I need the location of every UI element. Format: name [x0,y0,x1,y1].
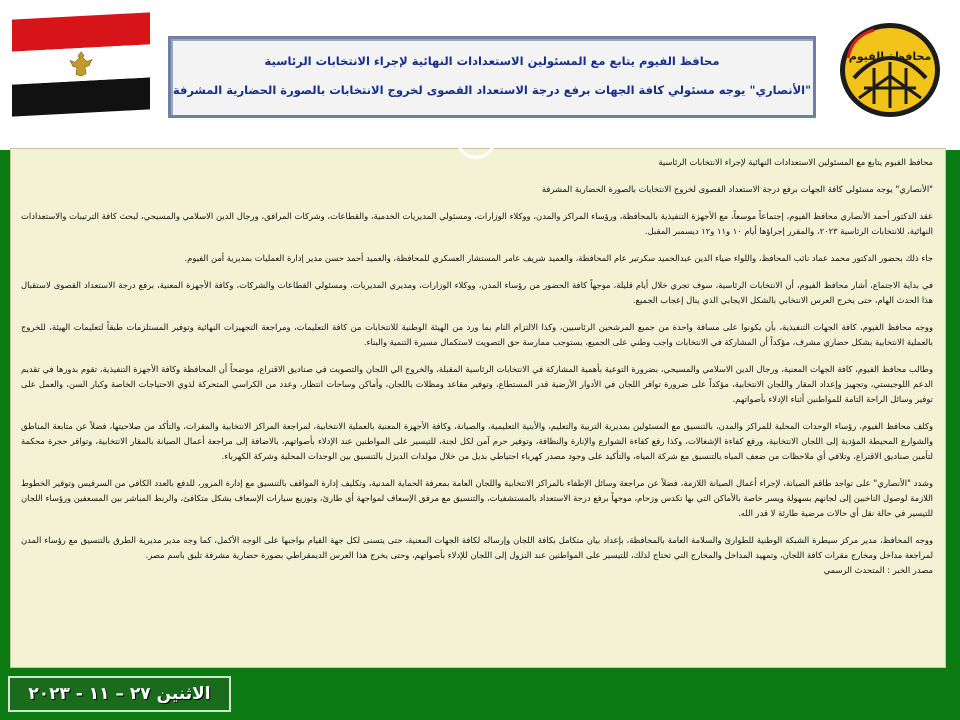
article-paragraph: وكلف محافظ الفيوم، رؤساء الوحدات المحلية للمراكز والمدن، بالتنسيق مع المسئولين بمديرية التربية والتعليم، والأبنية التعليمية، والصيانة، وكافة الأجهزة المعنية بالعملية الانتخابية، لمراجعة المراكز الانتخابية والمقرات، والتأكد من صلاحيتها، فضلاً عن متابعة المناطق والشوارع المحيطة المؤدية إلى اللجان الانتخابية، ورفع كفاءة الإشغالات، وكذا رفع كفاءة الشوارع والإنارة والنظافة، وتوفير حرم آمن لكل لجنة، للتيسير على المواطنين عند الإدلاء بأصواتهم، بالاضافة إلى مراجعة أعمال الصيانة بالمقار الانتخابية، وتوافر حجرة محكمة لتأمين صناديق الاقتراع، وتلافي أي ملاحظات من ضعف المياه بالتنسيق مع شركة المياه، والتأكيد على وجود مصدر كهرباء احتياطي بديل من خلال مولدات الديزل بالتنسيق بين الوحدات المحلية وشركة الكهرباء. [21,421,933,461]
date-box [8,676,231,712]
article-subheadline: "الأنصاري" يوجه مسئولي كافة الجهات برفع درجة الاستعداد القصوى لخروج الانتخابات بالصورة الحضارية المشرفة [541,184,933,194]
article-source: مصدر الخبر : المتحدث الرسمي [823,565,933,575]
article-paragraph: ووجه المحافظ، مدير مركز سيطرة الشبكة الوطنية للطوارئ والسلامة العامة بالمحافظة، بإعداد بيان متكامل بكافة اللجان وإرساله لكافة الجهات المعنية، حتى يتسنى لكل جهة القيام بواجبها على الوجه الأكمل، كما وجه مدير مديرية الطرق بالتنسيق مع رؤساء المدن لمراجعة مداخل ومخارج مقرات كافة اللجان، وتمهيد المداخل والمخارج التي تحتاج لذلك، للتيسير على المواطنين عند النزول إلى اللجان للإدلاء بأصواتهم، وحتى يخرج هذا العرس الديمقراطي بصورة حضارية مشرفة تليق باسم مصر. [21,535,933,560]
article-paragraph: وشدد "الأنصاري" على تواجد طاقم الصيانة، لإجراء أعمال الصيانة اللازمة، فضلاً عن مراجعة وسائل الإطفاء بالمراكز الانتخابية واللجان العامة بمعرفة الحماية المدنية، وتكليف إدارة المواقف بالتنسيق مع إدارة المرور، للدفع بالعدد الكافي من السرفيس وتوفير الخطوط اللازمة لوصول الناخبين إلى لجانهم بسهولة ويسر خاصة بالأماكن التي بها تكدس وزحام، موجهاً برفع درجة الاستعداد بالمستشفيات، والتنسيق مع مرفق الإسعاف لمواجهة أي طارئ، وتوزيع سيارات الإسعاف بشكل متكافئ، والربط المباشر بين المسعفين ورؤساء اللجان للتيسير في حالة نقل أي حالات مرضية طارئة لا قدر الله. [21,478,933,518]
article-panel [10,148,946,668]
article-paragraph: ووجه محافظ الفيوم، كافة الجهات التنفيذية، بأن يكونوا على مسافة واحدة من جميع المرشحين الرئاسيين، وكذا الالتزام التام بما ورد من الهيئة الوطنية للانتخابات من كافة التعليمات، ومراجعة التجهيزات النهائية وتوفير المستلزمات طبقاً لتعليمات الهيئة، للخروج بالعملية الانتخابية بشكل حضاري مشرف، مؤكداً أن المشاركة في الانتخابات واجب وطني على الجميع، يستوجب ممارسة حق التصويت لاستكمال مسيرة التنمية والبناء. [21,322,933,347]
title-line-1: محافظ الفيوم يتابع مع المسئولين الاستعدادات النهائية لإجراء الانتخابات الرئاسية [264,54,720,68]
date-text: الاثنين ٢٧ – ١١ - ٢٠٢٣ [28,684,211,704]
article-headline: محافظ الفيوم يتابع مع المسئولين الاستعدادات النهائية لإجراء الانتخابات الرئاسية [658,157,933,167]
decorative-circle [456,119,496,159]
logo-text: محافظة الفيوم [848,50,932,63]
egypt-flag-icon [12,12,150,117]
article-paragraph: جاء ذلك بحضور الدكتور محمد عماد نائب المحافظ، واللواء ضياء الدين عبدالحميد سكرتير عام المحافظة، والعميد شريف عامر المستشار العسكري للمحافظة، والعميد أحمد حسن مدير إدارة العمليات بمديرية أمن الفيوم. [184,253,933,263]
fayoum-governorate-logo-icon [834,18,946,122]
title-box [168,36,816,118]
article-paragraph: عقد الدكتور أحمد الأنصاري محافظ الفيوم، إجتماعاً موسعاً، مع الأجهزة التنفيذية بالمحافظة، ورؤساء المراكز والمدن، ووكلاء الوزارات، ومسئولي المديريات الخدمية، والقطاعات، وشركات المرافق، ورجال الدين الاسلامي والمسيحي، لبحث كافة الترتيبات والاستعدادات النهائية، للانتخابات الرئاسية ٢٠٢٣، والمقرر إجراؤها أيام ١٠ و١١ و١٢ ديسمبر المقبل. [21,211,933,236]
eagle-of-saladin-icon [68,50,94,79]
article-paragraph: في بداية الاجتماع، أشار محافظ الفيوم، أن الانتخابات الرئاسية، سوف تجري خلال أيام قليلة، موجهاً كافة الحضور من رؤساء المدن، ووكلاء الوزارات، ومديري المديريات، ومسئولي القطاعات والشركات، وكافة الأجهزة المعنية، برفع درجة الاستعداد القصوى لاستقبال هذا الحدث الهام، حتى يخرج العرس الانتخابي بالشكل الايجابي الذي ينال إعجاب الجميع. [21,280,933,305]
article-paragraph: وطالب محافظ الفيوم، كافة الجهات المعنية، ورجال الدين الاسلامي والمسيحي، بضرورة التوعية بأهمية المشاركة في الانتخابات الرئاسية المقبلة، والخروج الي اللجان والتصويت في صناديق الاقتراع، موضحاً أن المحافظة وكافة الأجهزة التنفيذية، تقوم بدورها في تقديم الدعم اللوجيستي، وتجهيز وإعداد المقار واللجان الانتخابية، مؤكداً على ضرورة توافر اللجان في الأدوار الأرضية قدر المستطاع، وتوفير مقاعد ومظلات باللجان، وأماكن وساحات انتظار، وعدد من الكراسي المتحركة لذوي الاحتياجات الخاصة وكبار السن، والعمل على توفير وسائل الراحة التامة للمواطنين أثناء الإدلاء بأصواتهم. [21,364,933,404]
title-line-2: "الأنصاري" يوجه مسئولي كافة الجهات برفع درجة الاستعداد القصوى لخروج الانتخابات بالصورة الحضارية المشرفة [172,83,812,97]
